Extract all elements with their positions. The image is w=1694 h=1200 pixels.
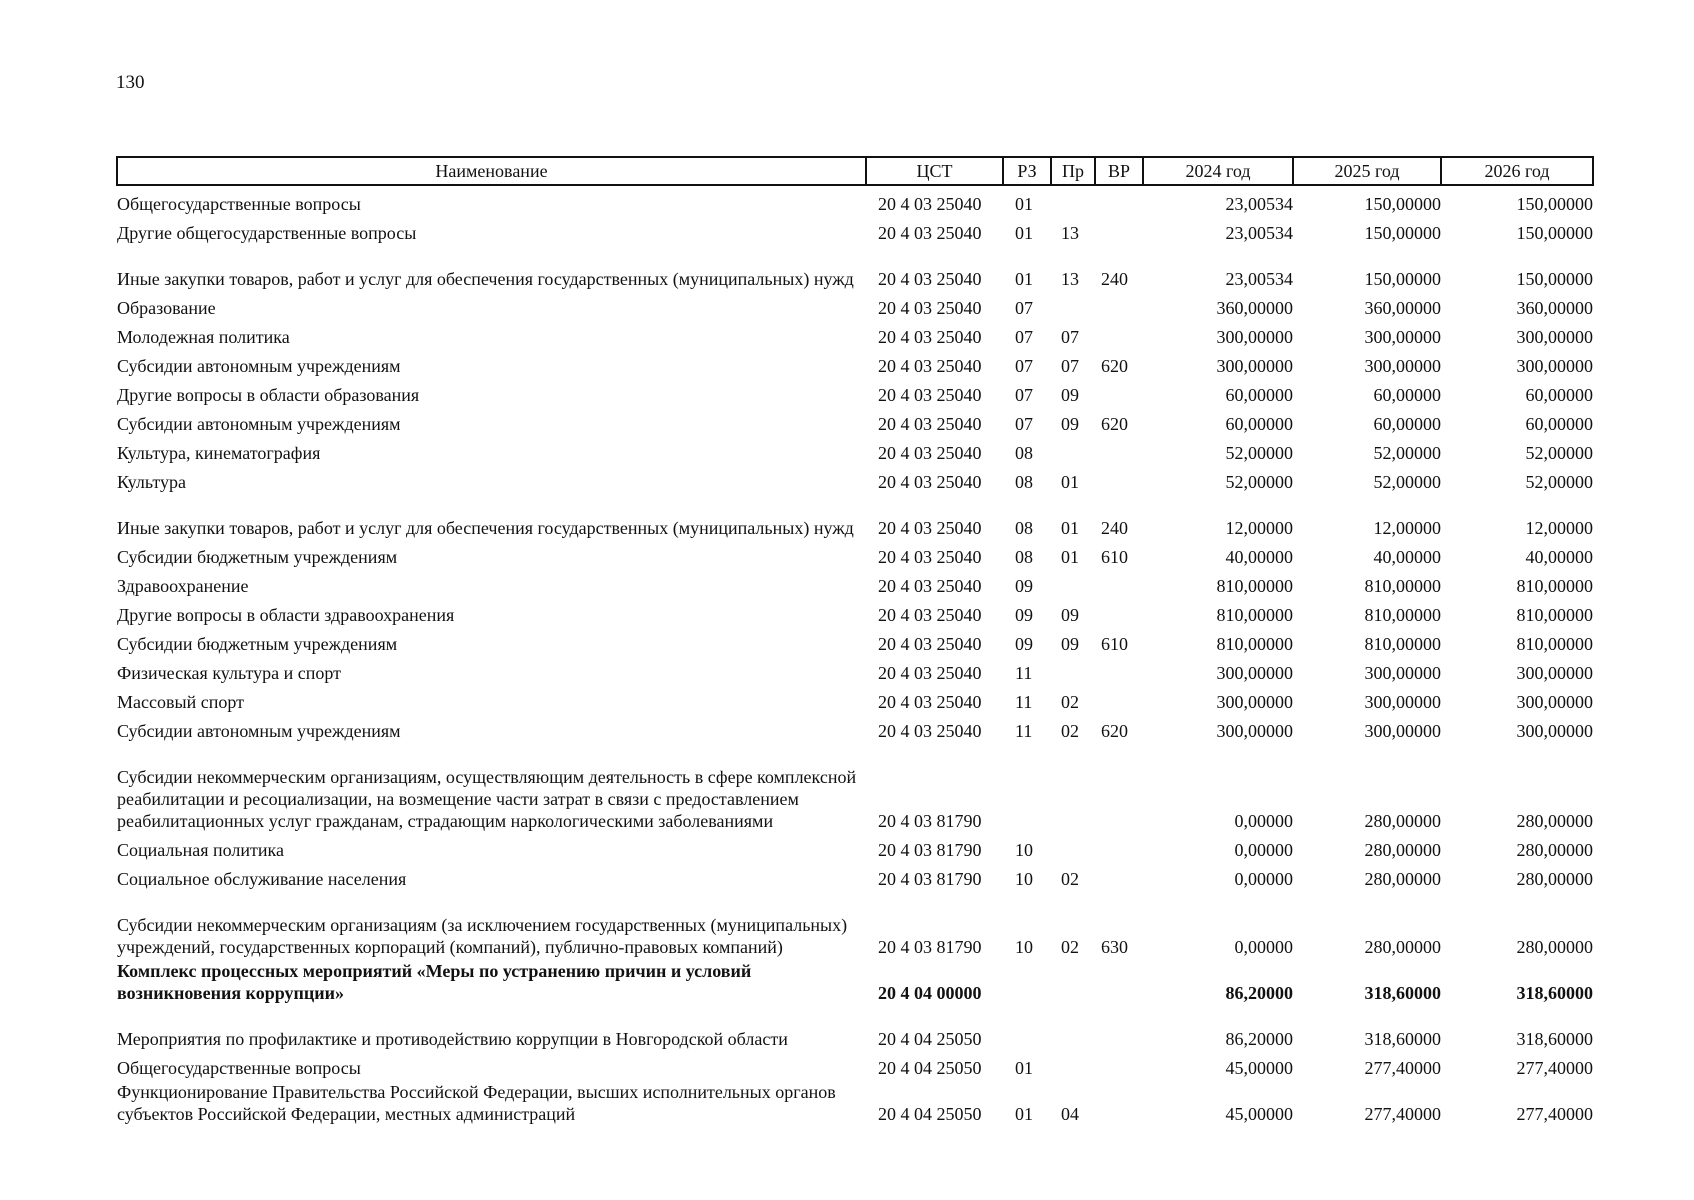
cell-cst: 20 4 03 25040 <box>878 269 982 289</box>
cell-vr <box>1095 958 1143 1004</box>
cell-2025: 810,00000 <box>1364 634 1441 654</box>
cell-cst: 20 4 03 81790 <box>878 937 982 957</box>
cell-2025: 52,00000 <box>1373 443 1441 463</box>
cell-pr: 02 <box>1061 721 1079 741</box>
cell-rz: 08 <box>1015 518 1033 538</box>
cell-2024: 60,00000 <box>1225 414 1293 434</box>
cell-rz <box>1003 958 1051 1004</box>
cell-vr <box>1095 1004 1143 1050</box>
table-body <box>117 185 1593 1125</box>
cell-vr <box>1095 832 1143 861</box>
cell-name: Массовый спорт <box>117 692 244 712</box>
cell-2025: 280,00000 <box>1364 840 1441 860</box>
table-row <box>117 435 1593 464</box>
cell-rz: 11 <box>1015 692 1033 712</box>
cell-name: Субсидии некоммерческим организациям, осуществляющим деятельность в сфере комплексной реабилитации и ресоциализации, на возмещение части затрат в связи с предоставлением реабилитационных услуг гражданам, страдающим наркологическими заболеваниями <box>117 767 857 831</box>
cell-pr: 01 <box>1061 547 1079 567</box>
table-row <box>117 713 1593 742</box>
cell-rz: 07 <box>1015 414 1033 434</box>
cell-pr <box>1051 1004 1095 1050</box>
cell-rz <box>1003 742 1051 832</box>
cell-vr <box>1095 377 1143 406</box>
table-row <box>117 1079 1593 1125</box>
cell-vr <box>1095 319 1143 348</box>
cell-cst: 20 4 03 25040 <box>878 298 982 318</box>
cell-2025: 300,00000 <box>1364 692 1441 712</box>
table-row <box>117 493 1593 539</box>
cell-2026: 280,00000 <box>1516 937 1593 957</box>
cell-vr: 630 <box>1101 937 1128 957</box>
cell-name: Другие вопросы в области здравоохранения <box>117 605 455 625</box>
cell-cst: 20 4 03 25040 <box>878 385 982 405</box>
cell-pr: 09 <box>1061 605 1079 625</box>
cell-2024: 45,00000 <box>1225 1104 1293 1124</box>
table-row <box>117 597 1593 626</box>
cell-rz: 08 <box>1015 443 1033 463</box>
cell-pr: 02 <box>1061 692 1079 712</box>
cell-pr <box>1051 958 1095 1004</box>
table-row <box>117 958 1593 1004</box>
cell-rz: 01 <box>1015 1104 1033 1124</box>
cell-2025: 300,00000 <box>1364 327 1441 347</box>
table-row <box>117 215 1593 244</box>
cell-name: Общегосударственные вопросы <box>117 194 361 214</box>
cell-cst: 20 4 03 81790 <box>878 840 982 860</box>
cell-name: Субсидии бюджетным учреждениям <box>117 634 398 654</box>
cell-2024: 810,00000 <box>1216 576 1293 596</box>
cell-pr: 13 <box>1061 269 1079 289</box>
table-row <box>117 290 1593 319</box>
cell-pr <box>1051 832 1095 861</box>
cell-rz: 10 <box>1015 937 1033 957</box>
cell-cst: 20 4 03 25040 <box>878 721 982 741</box>
cell-name: Другие вопросы в области образования <box>117 385 420 405</box>
cell-rz: 09 <box>1015 605 1033 625</box>
cell-pr <box>1051 290 1095 319</box>
cell-vr <box>1095 568 1143 597</box>
cell-vr <box>1095 290 1143 319</box>
cell-2024: 52,00000 <box>1225 443 1293 463</box>
cell-name: Физическая культура и спорт <box>117 663 342 683</box>
cell-name: Субсидии автономным учреждениям <box>117 721 401 741</box>
cell-vr: 610 <box>1101 547 1128 567</box>
cell-2024: 810,00000 <box>1216 634 1293 654</box>
header-vr: ВР <box>1095 157 1143 185</box>
cell-pr: 01 <box>1061 472 1079 492</box>
cell-name: Мероприятия по профилактике и противодействию коррупции в Новгородской области <box>117 1029 788 1049</box>
cell-rz: 01 <box>1015 269 1033 289</box>
cell-2025: 810,00000 <box>1364 576 1441 596</box>
cell-rz: 07 <box>1015 298 1033 318</box>
table-row <box>117 655 1593 684</box>
cell-vr: 240 <box>1101 518 1128 538</box>
cell-rz: 10 <box>1015 840 1033 860</box>
table-row <box>117 832 1593 861</box>
cell-pr: 02 <box>1061 869 1079 889</box>
cell-2026: 300,00000 <box>1516 663 1593 683</box>
header-2024: 2024 год <box>1143 157 1293 185</box>
cell-2025: 280,00000 <box>1364 937 1441 957</box>
cell-cst: 20 4 03 25040 <box>878 414 982 434</box>
cell-name: Общегосударственные вопросы <box>117 1058 361 1078</box>
cell-rz: 11 <box>1015 721 1033 741</box>
cell-2024: 40,00000 <box>1225 547 1293 567</box>
cell-2025: 277,40000 <box>1364 1058 1441 1078</box>
cell-2026: 810,00000 <box>1516 605 1593 625</box>
cell-vr <box>1095 215 1143 244</box>
cell-name: Культура, кинематография <box>117 443 321 463</box>
cell-name: Образование <box>117 298 216 318</box>
table-row <box>117 539 1593 568</box>
table-row <box>117 1004 1593 1050</box>
cell-2026: 318,60000 <box>1516 1029 1593 1049</box>
table-row <box>117 626 1593 655</box>
table-row <box>117 377 1593 406</box>
header-name: Наименование <box>117 157 866 185</box>
cell-cst: 20 4 03 25040 <box>878 356 982 376</box>
cell-cst: 20 4 03 25040 <box>878 692 982 712</box>
cell-cst: 20 4 03 25040 <box>878 327 982 347</box>
table-row <box>117 244 1593 290</box>
cell-2024: 300,00000 <box>1216 721 1293 741</box>
header-cst: ЦСТ <box>866 157 1003 185</box>
cell-pr <box>1051 742 1095 832</box>
cell-cst: 20 4 04 25050 <box>878 1029 982 1049</box>
cell-2026: 277,40000 <box>1516 1104 1593 1124</box>
table-row <box>117 861 1593 890</box>
cell-name: Молодежная политика <box>117 327 290 347</box>
cell-name: Другие общегосударственные вопросы <box>117 223 417 243</box>
cell-2026: 360,00000 <box>1516 298 1593 318</box>
cell-name: Социальное обслуживание населения <box>117 869 407 889</box>
cell-2024: 810,00000 <box>1216 605 1293 625</box>
cell-2024: 300,00000 <box>1216 692 1293 712</box>
cell-pr <box>1051 1050 1095 1079</box>
table-row <box>117 568 1593 597</box>
cell-name: Субсидии некоммерческим организациям (за исключением государственных (муниципальных) учреждений, государственных корпораций (компаний), публично-правовых компаний) <box>117 915 848 957</box>
cell-2026: 12,00000 <box>1525 518 1593 538</box>
cell-name: Иные закупки товаров, работ и услуг для обеспечения государственных (муниципальных) нужд <box>117 269 854 289</box>
cell-2024: 23,00534 <box>1225 269 1293 289</box>
table-row <box>117 185 1593 215</box>
cell-rz: 09 <box>1015 634 1033 654</box>
cell-rz: 01 <box>1015 223 1033 243</box>
cell-vr <box>1095 597 1143 626</box>
cell-name: Комплекс процессных мероприятий «Меры по устранению причин и условий возникновения коррупции» <box>117 961 752 1003</box>
cell-2025: 318,60000 <box>1364 1029 1441 1049</box>
cell-2026: 810,00000 <box>1516 576 1593 596</box>
cell-rz: 10 <box>1015 869 1033 889</box>
cell-rz: 07 <box>1015 327 1033 347</box>
cell-2024: 0,00000 <box>1234 811 1293 831</box>
cell-cst: 20 4 03 25040 <box>878 223 982 243</box>
cell-2024: 0,00000 <box>1234 840 1293 860</box>
table-header <box>117 157 1593 185</box>
cell-2025: 318,60000 <box>1364 983 1441 1003</box>
cell-pr: 04 <box>1061 1104 1079 1124</box>
cell-vr <box>1095 861 1143 890</box>
table-row <box>117 406 1593 435</box>
cell-pr: 09 <box>1061 414 1079 434</box>
cell-name: Социальная политика <box>117 840 284 860</box>
cell-2024: 300,00000 <box>1216 663 1293 683</box>
cell-2025: 40,00000 <box>1373 547 1441 567</box>
cell-2024: 300,00000 <box>1216 356 1293 376</box>
cell-2024: 23,00534 <box>1225 194 1293 214</box>
budget-table <box>116 156 1594 1125</box>
table-row <box>117 348 1593 377</box>
cell-2026: 40,00000 <box>1525 547 1593 567</box>
cell-rz: 01 <box>1015 194 1033 214</box>
page-number: 130 <box>116 72 145 93</box>
cell-2025: 60,00000 <box>1373 414 1441 434</box>
cell-cst: 20 4 03 25040 <box>878 194 982 214</box>
cell-2024: 300,00000 <box>1216 327 1293 347</box>
cell-name: Здравоохранение <box>117 576 249 596</box>
table-row <box>117 319 1593 348</box>
cell-2026: 52,00000 <box>1525 443 1593 463</box>
cell-cst: 20 4 03 25040 <box>878 443 982 463</box>
cell-2025: 300,00000 <box>1364 663 1441 683</box>
cell-2025: 60,00000 <box>1373 385 1441 405</box>
cell-name: Функционирование Правительства Российской Федерации, высших исполнительных органов субъектов Российской Федерации, местных администраций <box>117 1082 836 1124</box>
cell-cst: 20 4 03 25040 <box>878 663 982 683</box>
cell-2024: 86,20000 <box>1225 983 1293 1003</box>
cell-pr: 13 <box>1061 223 1079 243</box>
cell-2025: 360,00000 <box>1364 298 1441 318</box>
table-row <box>117 464 1593 493</box>
cell-pr <box>1051 435 1095 464</box>
cell-2026: 300,00000 <box>1516 692 1593 712</box>
header-pr: Пр <box>1051 157 1095 185</box>
cell-2024: 60,00000 <box>1225 385 1293 405</box>
cell-2026: 277,40000 <box>1516 1058 1593 1078</box>
cell-rz: 08 <box>1015 472 1033 492</box>
cell-2026: 810,00000 <box>1516 634 1593 654</box>
cell-cst: 20 4 04 25050 <box>878 1058 982 1078</box>
header-2026: 2026 год <box>1441 157 1593 185</box>
header-rz: РЗ <box>1003 157 1051 185</box>
cell-name: Субсидии автономным учреждениям <box>117 356 401 376</box>
cell-2025: 300,00000 <box>1364 356 1441 376</box>
cell-rz: 11 <box>1015 663 1033 683</box>
cell-cst: 20 4 03 25040 <box>878 547 982 567</box>
cell-2025: 150,00000 <box>1364 194 1441 214</box>
cell-2026: 52,00000 <box>1525 472 1593 492</box>
cell-cst: 20 4 03 25040 <box>878 472 982 492</box>
cell-pr <box>1051 185 1095 215</box>
cell-vr <box>1095 655 1143 684</box>
cell-2025: 277,40000 <box>1364 1104 1441 1124</box>
cell-vr <box>1095 435 1143 464</box>
cell-2026: 150,00000 <box>1516 223 1593 243</box>
cell-2024: 0,00000 <box>1234 937 1293 957</box>
cell-cst: 20 4 03 81790 <box>878 869 982 889</box>
cell-cst: 20 4 03 25040 <box>878 605 982 625</box>
cell-rz: 08 <box>1015 547 1033 567</box>
cell-2026: 300,00000 <box>1516 356 1593 376</box>
cell-rz: 09 <box>1015 576 1033 596</box>
cell-rz <box>1003 1004 1051 1050</box>
cell-cst: 20 4 04 00000 <box>878 983 982 1003</box>
table-row <box>117 1050 1593 1079</box>
cell-vr <box>1095 185 1143 215</box>
cell-2026: 60,00000 <box>1525 414 1593 434</box>
cell-vr: 620 <box>1101 356 1128 376</box>
cell-vr <box>1095 1050 1143 1079</box>
cell-vr: 610 <box>1101 634 1128 654</box>
cell-2024: 0,00000 <box>1234 869 1293 889</box>
cell-2026: 150,00000 <box>1516 269 1593 289</box>
cell-2024: 52,00000 <box>1225 472 1293 492</box>
cell-2024: 86,20000 <box>1225 1029 1293 1049</box>
cell-name: Культура <box>117 472 186 492</box>
cell-2026: 60,00000 <box>1525 385 1593 405</box>
cell-pr: 02 <box>1061 937 1079 957</box>
cell-vr <box>1095 684 1143 713</box>
cell-2025: 150,00000 <box>1364 223 1441 243</box>
cell-name: Субсидии бюджетным учреждениям <box>117 547 398 567</box>
cell-vr: 240 <box>1101 269 1128 289</box>
cell-pr: 07 <box>1061 327 1079 347</box>
cell-2024: 12,00000 <box>1225 518 1293 538</box>
cell-vr: 620 <box>1101 414 1128 434</box>
cell-2025: 300,00000 <box>1364 721 1441 741</box>
cell-cst: 20 4 04 25050 <box>878 1104 982 1124</box>
cell-2025: 52,00000 <box>1373 472 1441 492</box>
cell-2025: 12,00000 <box>1373 518 1441 538</box>
cell-2025: 810,00000 <box>1364 605 1441 625</box>
cell-vr <box>1095 1079 1143 1125</box>
cell-pr: 09 <box>1061 634 1079 654</box>
cell-2024: 45,00000 <box>1225 1058 1293 1078</box>
cell-rz: 07 <box>1015 356 1033 376</box>
cell-2025: 150,00000 <box>1364 269 1441 289</box>
cell-2025: 280,00000 <box>1364 811 1441 831</box>
cell-pr <box>1051 568 1095 597</box>
header-row <box>117 157 1593 185</box>
cell-2026: 300,00000 <box>1516 327 1593 347</box>
cell-pr: 01 <box>1061 518 1079 538</box>
cell-cst: 20 4 03 25040 <box>878 634 982 654</box>
cell-pr: 07 <box>1061 356 1079 376</box>
cell-name: Иные закупки товаров, работ и услуг для обеспечения государственных (муниципальных) нужд <box>117 518 854 538</box>
cell-2026: 280,00000 <box>1516 811 1593 831</box>
cell-name: Субсидии автономным учреждениям <box>117 414 401 434</box>
cell-2026: 150,00000 <box>1516 194 1593 214</box>
cell-2025: 280,00000 <box>1364 869 1441 889</box>
cell-rz: 07 <box>1015 385 1033 405</box>
table-row <box>117 890 1593 958</box>
cell-vr: 620 <box>1101 721 1128 741</box>
cell-vr <box>1095 464 1143 493</box>
cell-2026: 318,60000 <box>1516 983 1593 1003</box>
cell-cst: 20 4 03 81790 <box>878 811 982 831</box>
table-row <box>117 684 1593 713</box>
cell-rz: 01 <box>1015 1058 1033 1078</box>
cell-2024: 23,00534 <box>1225 223 1293 243</box>
cell-vr <box>1095 742 1143 832</box>
cell-2026: 280,00000 <box>1516 840 1593 860</box>
cell-2026: 300,00000 <box>1516 721 1593 741</box>
cell-cst: 20 4 03 25040 <box>878 518 982 538</box>
cell-2024: 360,00000 <box>1216 298 1293 318</box>
header-2025: 2025 год <box>1293 157 1441 185</box>
cell-pr <box>1051 655 1095 684</box>
table-row <box>117 742 1593 832</box>
cell-2026: 280,00000 <box>1516 869 1593 889</box>
cell-cst: 20 4 03 25040 <box>878 576 982 596</box>
cell-pr: 09 <box>1061 385 1079 405</box>
